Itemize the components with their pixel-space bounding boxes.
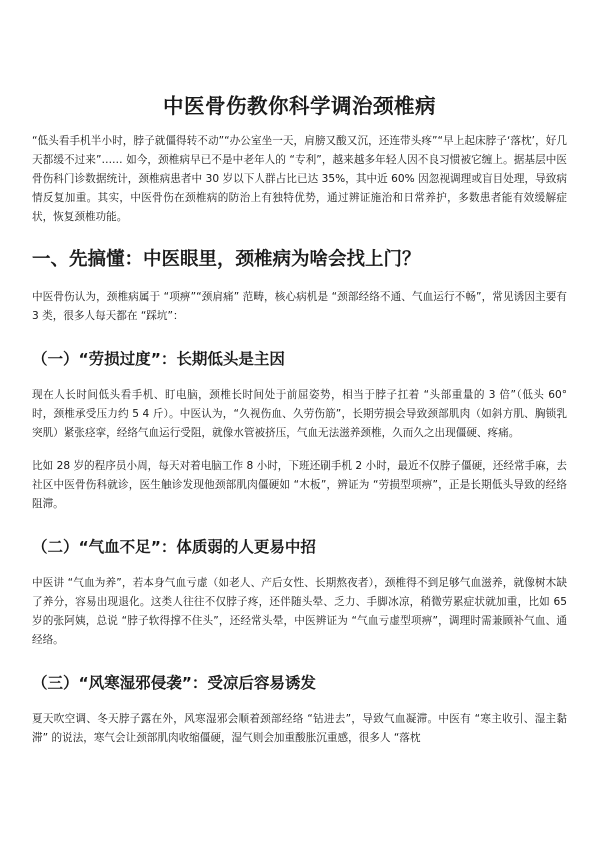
- section-1-paragraph: 中医骨伤认为，颈椎病属于 “项痹”“颈肩痛” 范畴，核心病机是 “颈部经络不通、气血运行不畅”，常见诱因主要有 3 类，很多人每天都在 “踩坑”：: [32, 291, 567, 322]
- section-heading-1: 一、先搞懂：中医眼里，颈椎病为啥会找上门？: [32, 249, 421, 270]
- subsection-1-paragraph-1: 现在人长时间低头看手机、盯电脑，颈椎长时间处于前屈姿势，相当于脖子扛着 “头部重量的 3 倍”（低头 60° 时，颈椎承受压力约 5 4 斤）。中医认为，“久视伤血、久劳伤筋”，长期劳损会导致颈部肌肉（如斜方肌、胸锁乳突肌）紧张痉挛，经络气血运行受阻，就像水管被挤压，气血无法滋养颈椎，久而久之出现僵硬、疼痛。: [32, 389, 567, 439]
- subsection-1-paragraph-2: 比如 28 岁的程序员小周，每天对着电脑工作 8 小时，下班还刷手机 2 小时，最近不仅脖子僵硬，还经常手麻，去社区中医骨伤科就诊，医生触诊发现他颈部肌肉僵硬如 “木板”，辨证为 “劳损型项痹”，正是长期低头导致的经络阻滞。: [32, 460, 567, 510]
- subsection-heading-2: （二）“气血不足”：体质弱的人更易中招: [32, 538, 316, 556]
- document-title: 中医骨伤教你科学调治颈椎病: [163, 94, 436, 118]
- subsection-3-paragraph-1: 夏天吹空调、冬天脖子露在外，风寒湿邪会顺着颈部经络 “钻进去”，导致气血凝滞。中医有 “寒主收引、湿主黏滞” 的说法，寒气会让颈部肌肉收缩僵硬，湿气则会加重酸胀沉重感，很多人 “落枕: [32, 713, 567, 744]
- subsection-2-paragraph-1: 中医讲 “气血为养”，若本身气血亏虚（如老人、产后女性、长期熬夜者），颈椎得不到足够气血滋养，就像树木缺了养分，容易出现退化。这类人往往不仅脖子疼，还伴随头晕、乏力、手脚冰凉，稍微劳累症状就加重，比如 65 岁的张阿姨，总说 “脖子软得撑不住头”，还经常头晕，中医辨证为 “气血亏虚型项痹”，调理时需兼顾补气血、通经络。: [32, 577, 567, 646]
- subsection-heading-1: （一）“劳损过度”：长期低头是主因: [32, 350, 285, 368]
- intro-paragraph: “低头看手机半小时，脖子就僵得转不动”“办公室坐一天，肩膀又酸又沉，还连带头疼”“早上起床脖子‘落枕’，好几天都缓不过来”…… 如今，颈椎病早已不是中老年人的 “专利”，越来越多年轻人因不良习惯被它缠上。据基层中医骨伤科门诊数据统计，颈椎病患者中 30 岁以下人群占比已达 35%，其中近 60% 因忽视调理或盲目处理，导致病情反复加重。其实，中医骨伤在颈椎病的防治上有独特优势，通过辨证施治和日常养护，多数患者能有效缓解症状，恢复颈椎功能。: [32, 135, 567, 223]
- subsection-heading-3: （三）“风寒湿邪侵袭”：受凉后容易诱发: [32, 674, 316, 692]
